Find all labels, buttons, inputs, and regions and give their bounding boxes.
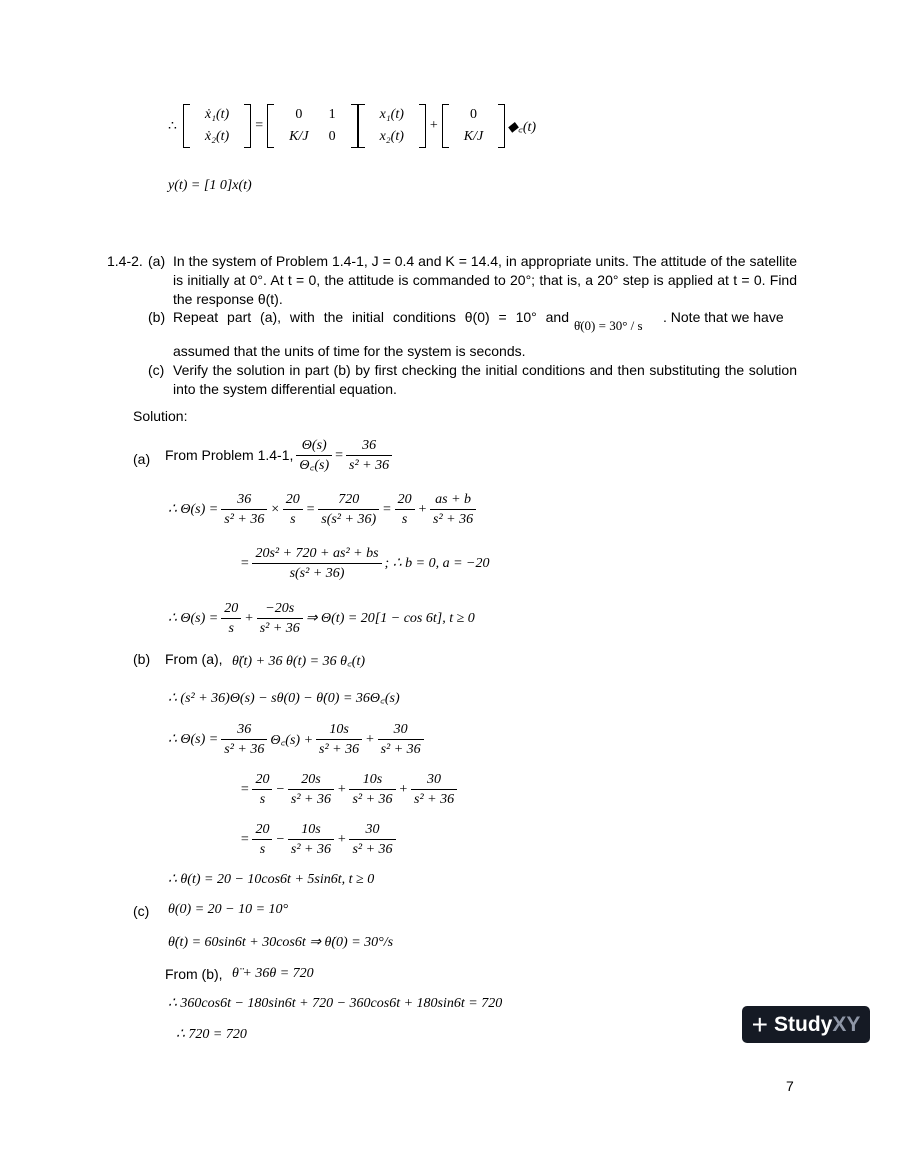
brand-xy: XY	[832, 1012, 861, 1036]
b3-f1n: 20	[252, 771, 272, 790]
sol-b-line3: = $\frac{20}{s}$ − $\frac{20s}{\text{s² + 36}}$ + $\frac{10s}{\text{s² + 36}}$ + $\frac{30}{\text{s² + 36}}$	[240, 771, 460, 808]
sol-b-label: (b)	[133, 651, 151, 667]
a21: K/J	[289, 129, 309, 144]
problem-c-text: Verify the solution in part (b) by first checking the initial conditions and then substituting the solution into the system differential equation.	[173, 362, 797, 397]
brand-study: Study	[774, 1012, 833, 1036]
problem-b-label: (b)	[148, 309, 166, 325]
problem-a-text: In the system of Problem 1.4-1, J = 0.4 and K = 14.4, in appropriate units. The attitude of the satellite is initially at 0°. At t = 0, the attitude is commanded to 20°; that is, a 20° step is applied at t = 0. Find the response θ(t).	[173, 253, 797, 307]
state-equation	[168, 104, 536, 148]
a1-f5d: s² + 36	[433, 512, 474, 527]
a3-f2d: s² + 36	[259, 621, 300, 636]
x2-dot: ẋ₂(t)	[204, 129, 230, 144]
a22: 0	[328, 129, 336, 144]
input-signal: ◆꜀(t)	[507, 119, 537, 135]
state-vector	[358, 104, 426, 148]
problem-b-initial-condition: θ̇(0) = 30° / s	[574, 318, 643, 333]
b4-f3n: 30	[349, 821, 395, 840]
plus-icon: +	[751, 1008, 768, 1040]
a3-f1d: s	[228, 621, 234, 636]
a1-times: ×	[270, 501, 280, 517]
b2-f1n: 36	[221, 721, 267, 740]
a1-f3n: 720	[318, 491, 379, 510]
a1-f2d: s	[290, 512, 296, 527]
sol-b-line5: ∴ θ(t) = 20 − 10cos6t + 5sin6t, t ≥ 0	[168, 872, 375, 887]
tf-num: Θ(s)	[296, 437, 332, 456]
sol-c-line4: ∴ 360cos6t − 180sin6t + 720 − 360cos6t + 180sin6t = 720	[168, 996, 503, 1011]
a3-f2n: −20s	[257, 600, 303, 619]
b4-f2d: s² + 36	[290, 842, 331, 857]
sol-b-line4: = $\frac{20}{s}$ − $\frac{10s}{\text{s² + 36}}$ + $\frac{30}{\text{s² + 36}}$	[240, 821, 399, 858]
a1-f4d: s	[401, 512, 408, 527]
tf-den: Θ꜀(s)	[299, 458, 330, 473]
problem-a-label: (a)	[148, 253, 166, 269]
equals-sign: =	[255, 118, 264, 133]
sol-b-ode: θ̈(t) + 36 θ(t) = 36 θ꜀(t)	[232, 654, 366, 669]
output-equation: y(t) = [1 0]x(t)	[168, 178, 252, 193]
x1-dot: ẋ₁(t)	[204, 107, 230, 122]
a2-den: s(s² + 36)	[289, 566, 345, 581]
matrix-b	[442, 104, 505, 148]
solution-heading: Solution:	[133, 408, 188, 424]
b2-f2d: s² + 36	[319, 742, 360, 757]
a12: 1	[328, 107, 336, 122]
a1-f2n: 20	[283, 491, 303, 510]
sol-a-line2: = $\frac{\text{20s² + 720 + as² + bs}}{\text{s(s² + 36)}}$ ; ∴ b = 0, a = −20	[240, 546, 490, 581]
b2-f2n: 10s	[316, 721, 362, 740]
sol-b-from: From (a),	[165, 651, 223, 667]
a1-f4n: 20	[395, 491, 415, 510]
sol-c-label: (c)	[133, 903, 150, 919]
b2-f1d: s² + 36	[224, 742, 265, 757]
b2-f3n: 30	[378, 721, 424, 740]
b3-f3d: s² + 36	[352, 792, 393, 807]
b1: 0	[470, 107, 477, 122]
x1: x₁(t)	[379, 107, 404, 122]
b3-f2d: s² + 36	[290, 792, 331, 807]
sol-c-ode: θ̈ + 36θ = 720	[232, 966, 314, 981]
tf-fraction	[296, 437, 332, 474]
a2-num: 20s² + 720 + as² + bs	[252, 545, 381, 564]
a1-f3d: s(s² + 36)	[321, 512, 377, 527]
matrix-a	[267, 104, 357, 148]
sol-b-line1: ∴ (s² + 36)Θ(s) − sθ(0) − θ̇(0) = 36Θ꜀(s)	[168, 691, 400, 706]
problem-number: 1.4-2.	[107, 253, 143, 269]
tf-rnum: 36	[346, 437, 392, 456]
plus-sign: +	[429, 118, 438, 133]
sol-b-line2: ∴ Θ(s) = $\frac{36}{\text{s² + 36}}$ Θ꜀(s) + $\frac{10s}{\text{s² + 36}}$ + $\frac{30}{\text{s² + 36}}$	[168, 721, 427, 758]
b2-f3d: s² + 36	[380, 742, 421, 757]
b2-mid: Θ꜀(s) +	[270, 733, 314, 748]
b3-f1d: s	[259, 792, 266, 807]
b3-f4n: 30	[411, 771, 457, 790]
a11: 0	[295, 107, 303, 122]
b3-f3n: 10s	[349, 771, 395, 790]
a3-lhs: ∴ Θ(s) =	[168, 611, 219, 626]
b4-f1n: 20	[252, 821, 272, 840]
a3-f1n: 20	[221, 600, 241, 619]
a3-tail: ⇒ Θ(t) = 20[1 − cos 6t], t ≥ 0	[305, 611, 475, 626]
sol-c-line5: ∴ 720 = 720	[176, 1027, 247, 1042]
sol-c-line1: θ(0) = 20 − 10 = 10°	[168, 902, 289, 917]
a1-f1n: 36	[221, 491, 267, 510]
b4-f1d: s	[259, 842, 266, 857]
b4-f2n: 10s	[288, 821, 334, 840]
sol-a-line1: ∴ Θ(s) = $\frac{36}{\text{s² + 36}}$ × $\frac{20}{s}$ = $\frac{720}{\text{s(s² + 36)}}$ = $\frac{20}{s}$ + $\frac{as + b}{\text{s² + 36}}$	[168, 491, 479, 528]
x2: x₂(t)	[379, 129, 404, 144]
problem-c-label: (c)	[148, 362, 165, 378]
sol-a-from: From Problem 1.4-1,	[165, 447, 294, 463]
b2-lhs: ∴ Θ(s) =	[168, 732, 219, 747]
studyxy-badge[interactable]	[742, 1006, 870, 1043]
problem-b-text-cont: . Note that we have	[663, 309, 784, 325]
b2: K/J	[463, 129, 484, 144]
a1-f1d: s² + 36	[224, 512, 265, 527]
tf-rhs	[346, 437, 392, 474]
sol-a-label: (a)	[133, 451, 151, 467]
b3-f2n: 20s	[288, 771, 334, 790]
problem-b-text-end: assumed that the units of time for the system is seconds.	[173, 343, 526, 359]
a1-lhs: ∴ Θ(s) =	[168, 502, 219, 517]
sol-a-transfer-function: From Problem 1.4-1, $\frac{\Theta(s)}{\Theta꜀(s)}$ = $\frac{36}{\text{s² + 36}}$	[165, 437, 395, 474]
therefore-symbol: ∴	[168, 118, 177, 134]
a1-f5n: as + b	[430, 491, 476, 510]
b3-f4d: s² + 36	[414, 792, 455, 807]
state-derivative-vector	[183, 104, 251, 148]
sol-c-from: From (b),	[165, 966, 223, 982]
problem-b-text: Repeat part (a), with the initial conditions θ(0) = 10° and	[173, 309, 569, 325]
a2-tail: ; ∴ b = 0, a = −20	[384, 556, 490, 571]
sol-c-line2: θ̇(t) = 60sin6t + 30cos6t ⇒ θ̇(0) = 30°/s	[168, 935, 394, 950]
b4-f3d: s² + 36	[352, 842, 393, 857]
tf-rden: s² + 36	[349, 458, 390, 473]
sol-a-line3: ∴ Θ(s) = $\frac{20}{s}$ + $\frac{-20s}{\text{s² + 36}}$ ⇒ Θ(t) = 20[1 − cos 6t], t ≥ 0	[168, 601, 475, 636]
page-number: 7	[786, 1078, 794, 1094]
